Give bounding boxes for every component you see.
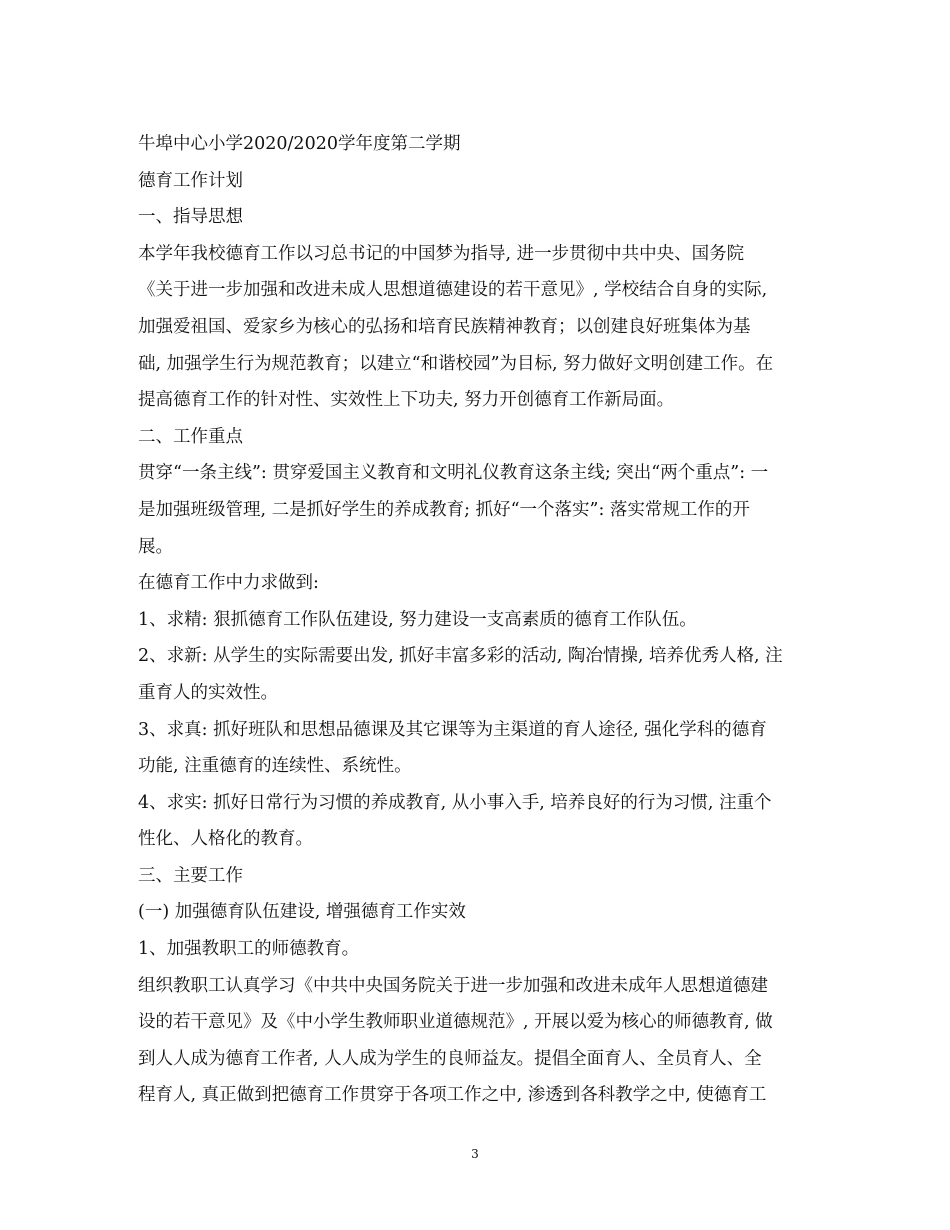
text-line: 是加强班级管理, 二是抓好学生的养成教育; 抓好“一个落实”: 落实常规工作的开	[138, 499, 750, 520]
text-line: 1、加强教职工的师德教育。	[138, 939, 360, 960]
text-line: 《关于进一步加强和改进未成人思想道德建设的若干意见》, 学校结合自身的实际,	[138, 280, 768, 301]
text-line: 贯穿“一条主线”: 贯穿爱国主义教育和文明礼仪教育这条主线; 突出“两个重点”: 一	[138, 463, 769, 484]
text-line: 功能, 注重德育的连续性、系统性。	[138, 756, 412, 777]
text-line: 设的若干意见》及《中小学生教师职业道德规范》, 开展以爱为核心的师德教育, 做	[138, 1012, 773, 1033]
text-line: 展。	[138, 536, 173, 557]
text-line: 性化、人格化的教育。	[138, 829, 313, 850]
text-line: 本学年我校德育工作以习总书记的中国梦为指导, 进一步贯彻中共中央、国务院	[138, 243, 745, 264]
document-body	[138, 126, 818, 1114]
page-number: 3	[471, 1147, 479, 1161]
text-line: 二、工作重点	[138, 426, 243, 447]
text-line: 1、求精: 狠抓德育工作队伍建设, 努力建设一支高素质的德育工作队伍。	[138, 609, 697, 630]
text-line: 础, 加强学生行为规范教育；以建立“和谐校园”为目标, 努力做好文明创建工作。在	[138, 353, 774, 374]
text-line: 程育人, 真正做到把德育工作贯穿于各项工作之中, 渗透到各科教学之中, 使德育工	[138, 1085, 767, 1106]
text-line: 组织教职工认真学习《中共中央国务院关于进一步加强和改进未成年人思想道德建	[138, 975, 768, 996]
text-line: 牛埠中心小学2020/2020学年度第二学期	[138, 134, 461, 154]
text-line: 4、求实: 抓好日常行为习惯的养成教育, 从小事入手, 培养良好的行为习惯, 注重个	[138, 792, 772, 813]
text-line: 德育工作计划	[138, 170, 243, 191]
text-line: 加强爱祖国、爱家乡为核心的弘扬和培育民族精神教育；以创建良好班集体为基	[138, 316, 751, 337]
text-line: (一) 加强德育队伍建设, 增强德育工作实效	[138, 902, 466, 923]
text-line: 3、求真: 抓好班队和思想品德课及其它课等为主渠道的育人途径, 强化学科的德育	[138, 719, 767, 740]
text-line: 2、求新: 从学生的实际需要出发, 抓好丰富多彩的活动, 陶冶情操, 培养优秀人格, 注	[138, 646, 783, 667]
text-line: 提高德育工作的针对性、实效性上下功夫, 努力开创德育工作新局面。	[138, 390, 675, 411]
text-line: 在德育工作中力求做到:	[138, 573, 319, 594]
text-line: 到人人成为德育工作者, 人人成为学生的良师益友。提倡全面育人、全员育人、全	[138, 1048, 762, 1069]
text-line: 一、指导思想	[138, 207, 243, 228]
text-line: 重育人的实效性。	[138, 682, 278, 703]
text-line: 三、主要工作	[138, 865, 243, 886]
